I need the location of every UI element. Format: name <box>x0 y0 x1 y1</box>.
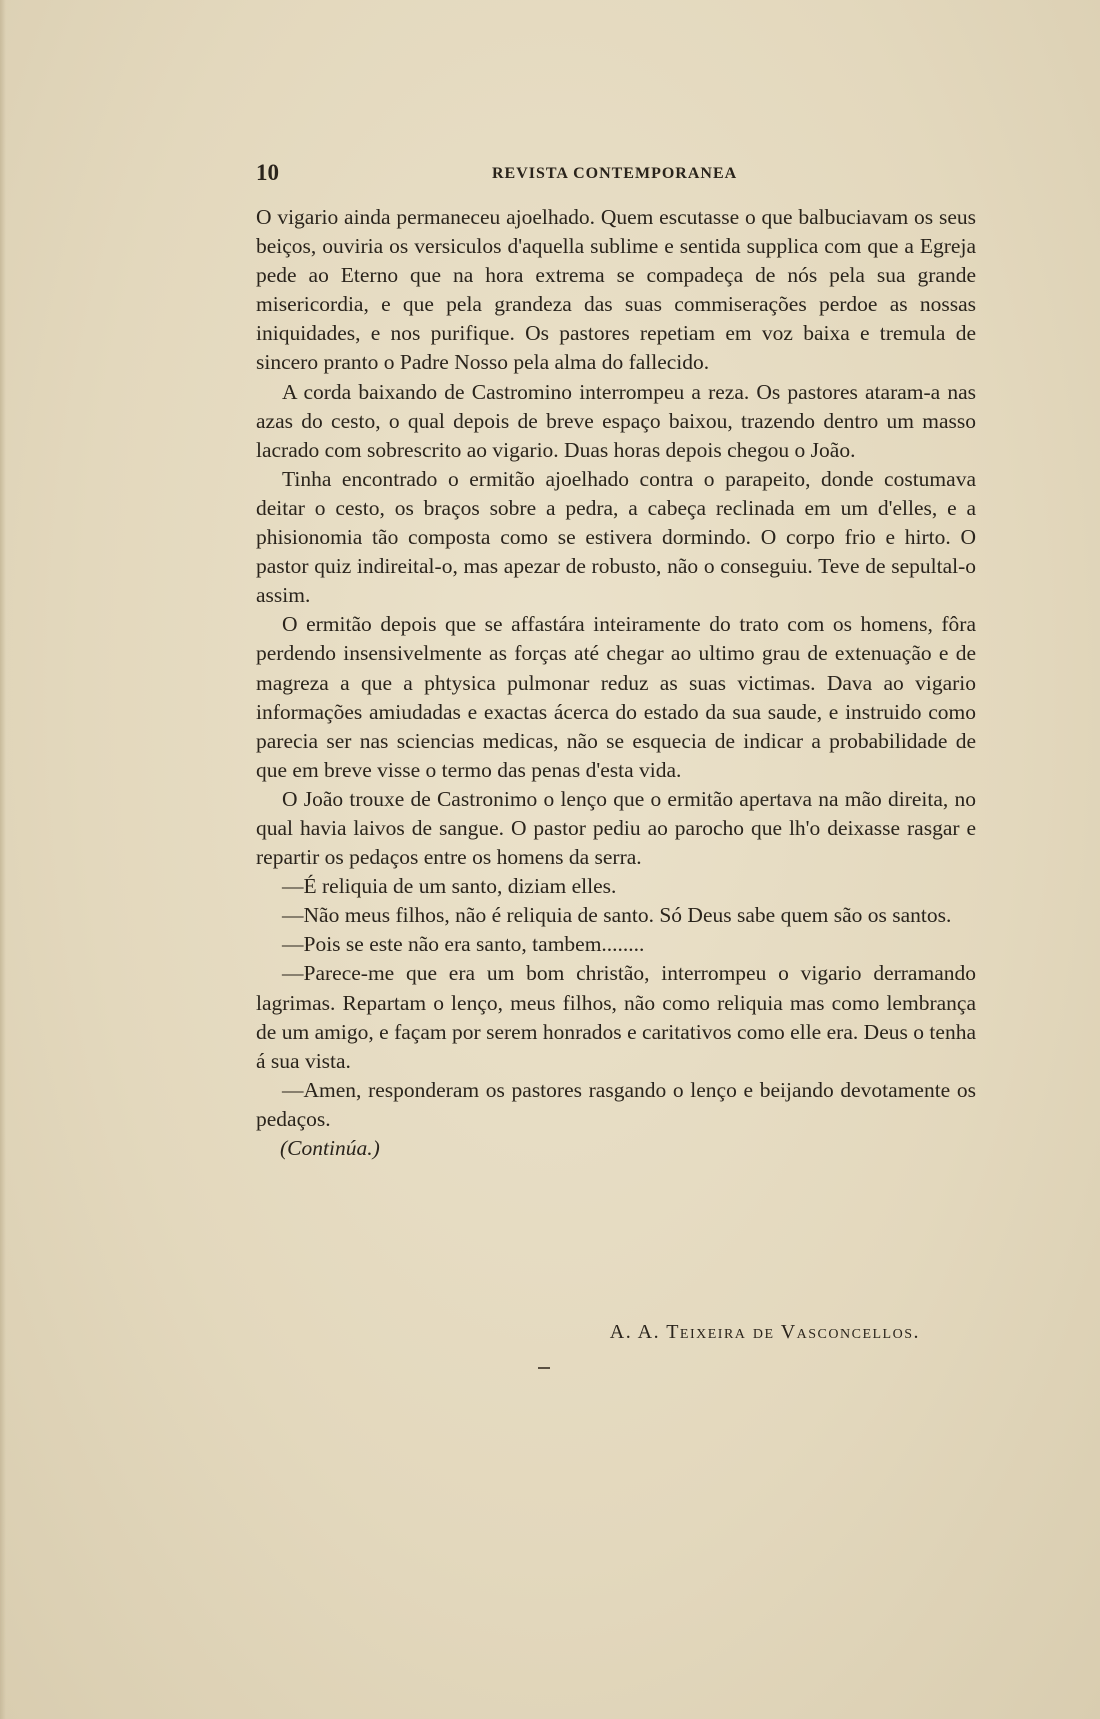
dialogue-line: —Não meus filhos, não é reliquia de santo. Só Deus sabe quem são os santos. <box>282 903 952 928</box>
dialogue-line: —Pois se este não era santo, tambem........ <box>282 932 645 957</box>
page-edge-shadow <box>0 0 6 1719</box>
paragraph: O ermitão depois que se affastára inteiramente do trato com os homens, fôra perdendo insensivelmente as forças até chegar ao ultimo grau de extenuação e de magreza a que a phtysica pulmonar reduz as suas victimas. Dava ao vigario informações amiudadas e exactas ácerca do estado da sua saude, e instruido como parecia ser nas sciencias medicas, não se esquecia de indicar a probabilidade de que em breve visse o termo das penas d'esta vida. <box>256 612 976 782</box>
paragraph: A corda baixando de Castromino interrompeu a reza. Os pastores ataram-a nas azas do cesto, o qual depois de breve espaço baixou, trazendo dentro um masso lacrado com sobrescrito ao vigario. Duas horas depois chegou o João. <box>256 379 976 462</box>
dialogue-line: —É reliquia de um santo, diziam elles. <box>282 874 617 899</box>
page-number: 10 <box>256 160 279 185</box>
dialogue-line: —Amen, responderam os pastores rasgando o lenço e beijando devotamente os pedaços. <box>256 1077 976 1131</box>
author-signature: A. A. Teixeira de Vasconcellos. <box>609 1321 920 1343</box>
page-header <box>256 160 976 190</box>
paragraph: Tinha encontrado o ermitão ajoelhado contra o parapeito, donde costumava deitar o cesto, os braços sobre a pedra, a cabeça reclinada em um d'elles, e a phisionomia tão composta como se estivera dormindo. O corpo frio e hirto. O pastor quiz indireital-o, mas apezar de robusto, não o conseguiu. Teve de sepultal-o assim. <box>256 466 976 608</box>
running-title: REVISTA CONTEMPORANEA <box>492 165 738 182</box>
paragraph: O João trouxe de Castronimo o lenço que o ermitão apertava na mão direita, no qual havia laivos de sangue. O pastor pediu ao parocho que lh'o deixasse rasgar e repartir os pedaços entre os homens da serra. <box>256 786 976 870</box>
paragraph: O vigario ainda permaneceu ajoelhado. Quem escutasse o que balbuciavam os seus beiços, ouviria os versiculos d'aquella sublime e sentida supplica com que a Egreja pede ao Eterno que na hora extrema se compadeça de nós pela sua grande misericordia, e que pela grandeza das suas commiserações perdoe as nossas iniquidades, e nos purifique. Os pastores repetiam em voz baixa e tremula de sincero pranto o Padre Nosso pela alma do fallecido. <box>256 205 976 375</box>
article-body <box>256 203 976 1163</box>
continued-note: (Continúa.) <box>280 1136 380 1160</box>
end-rule <box>538 1367 550 1369</box>
dialogue-line: —Parece-me que era um bom christão, interrompeu o vigario derramando lagrimas. Repartam o lenço, meus filhos, não como reliquia mas como lembrança de um amigo, e façam por serem honrados e caritativos como elle era. Deus o tenha á sua vista. <box>256 961 976 1073</box>
